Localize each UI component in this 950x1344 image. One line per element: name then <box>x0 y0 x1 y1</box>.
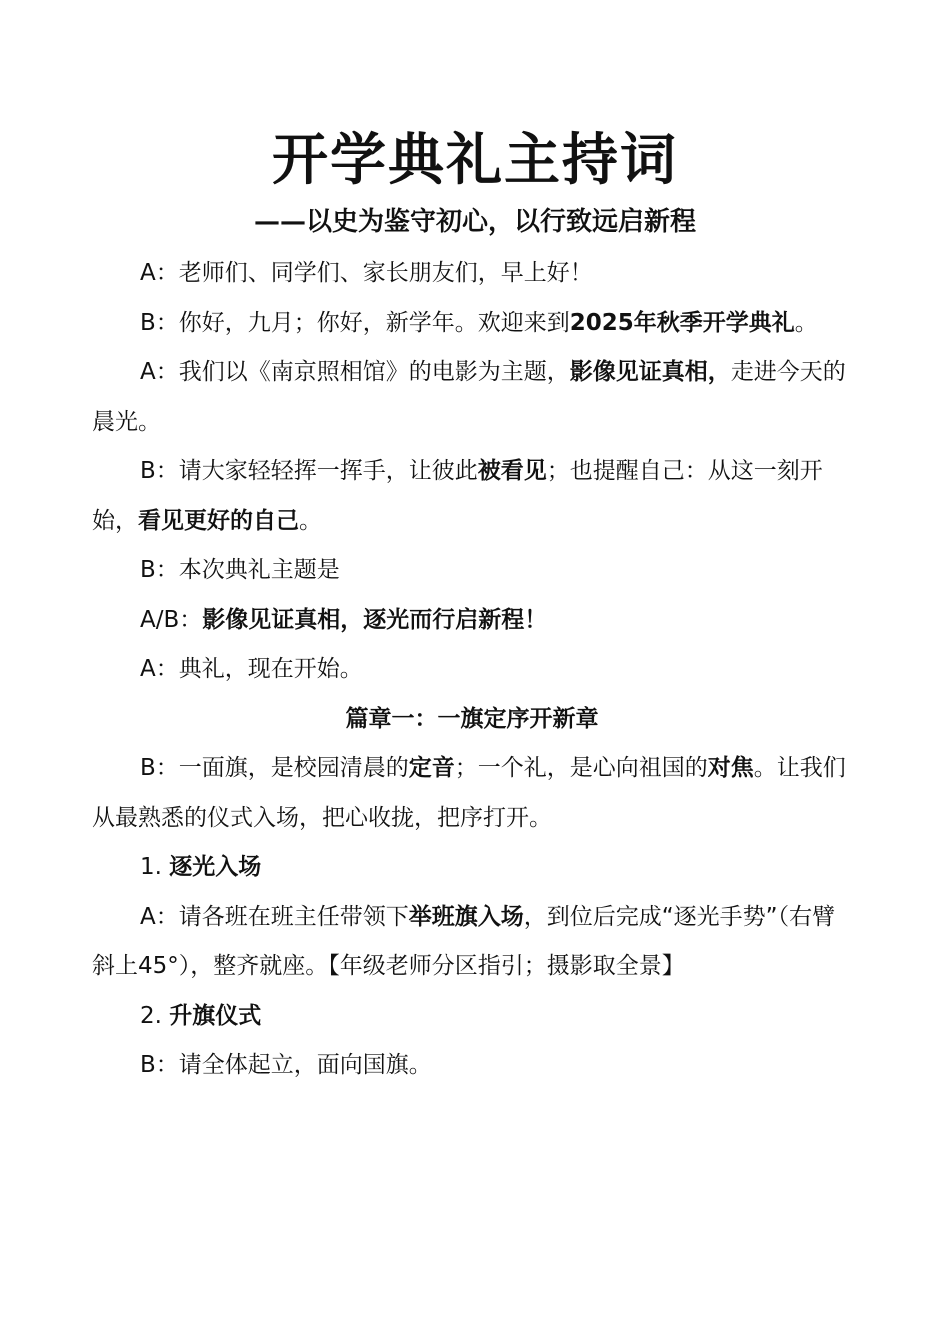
document-subtitle: ——以史为鉴守初心，以行致远启新程 <box>253 207 696 237</box>
item-title: 升旗仪式 <box>169 1002 262 1029</box>
item-number: 1. <box>140 854 170 880</box>
item-heading <box>92 843 852 893</box>
paragraph-text: A/B： <box>140 606 203 633</box>
bold-text: 2025年秋季开学典礼 <box>569 309 795 336</box>
item-title: 逐光入场 <box>169 854 262 880</box>
document-body <box>92 249 852 1091</box>
paragraph-text: B：请大家轻轻挥一挥手，让彼此 <box>140 458 478 484</box>
paragraph-entrance <box>92 893 852 992</box>
paragraph-text: ，到位后完成“逐光手势”（右臂斜上45°），整齐就座。【年级老师分区指引；摄影取全景】 <box>92 903 836 979</box>
paragraph-text: B：请全体起立，面向国旗。 <box>140 1052 432 1078</box>
paragraph-text: 走进今天的晨光。 <box>92 359 846 435</box>
paragraph-theme-intro <box>92 348 852 447</box>
paragraph-text: B：本次典礼主题是 <box>140 557 340 583</box>
paragraph-start <box>92 645 852 695</box>
bold-text: 对焦 <box>707 755 754 781</box>
bold-text: 举班旗入场 <box>408 903 524 930</box>
bold-text: 定音 <box>408 755 455 781</box>
paragraph-text: A：请各班在班主任带领下 <box>140 903 409 930</box>
bold-text: 影像见证真相， <box>569 359 731 385</box>
paragraph-text: ；也提醒自己：从这一刻开始， <box>92 458 823 534</box>
paragraph-text: 。 <box>299 507 322 534</box>
paragraph-text: A：我们以《南京照相馆》的电影为主题， <box>140 359 570 385</box>
item-heading <box>92 992 852 1042</box>
item-number: 2. <box>140 1002 170 1029</box>
bold-text: 被看见 <box>477 458 547 484</box>
paragraph-text: A：典礼，现在开始。 <box>140 656 363 682</box>
paragraph-text: B：一面旗，是校园清晨的 <box>140 755 409 781</box>
paragraph-wave <box>92 447 852 546</box>
paragraph-flag <box>92 744 852 843</box>
paragraph-text: B：你好，九月；你好，新学年。欢迎来到 <box>140 309 570 336</box>
bold-text: 看见更好的自己 <box>138 507 299 534</box>
paragraph-text: 。让我们从最熟悉的仪式入场，把心收拢，把序打开。 <box>92 755 846 831</box>
paragraph-theme-lead <box>92 546 852 596</box>
bold-text: 影像见证真相，逐光而行启新程！ <box>202 606 548 633</box>
paragraph-text: A：老师们、同学们、家长朋友们，早上好！ <box>140 260 593 286</box>
paragraph-greeting <box>92 249 852 299</box>
paragraph-welcome <box>92 299 852 349</box>
paragraph-stand <box>92 1041 852 1091</box>
document-title: 开学典礼主持词 <box>272 127 678 193</box>
paragraph-text: 。 <box>794 309 818 336</box>
paragraph-text: ；一个礼，是心向祖国的 <box>454 755 708 781</box>
paragraph-theme <box>92 596 852 646</box>
section-heading: 篇章一：一旗定序开新章 <box>345 705 599 732</box>
